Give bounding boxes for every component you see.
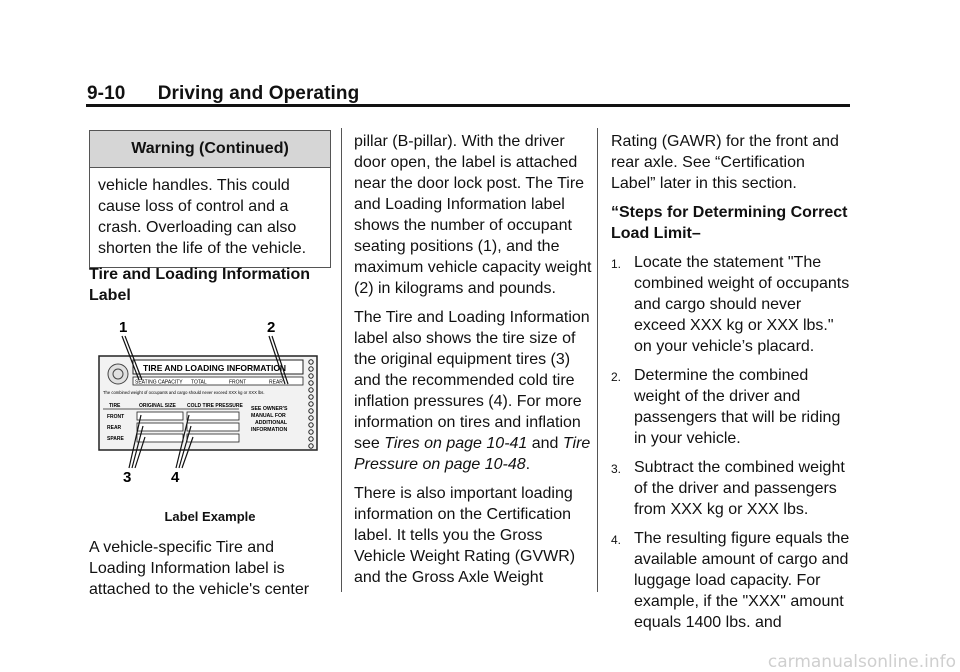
label-information: INFORMATION: [251, 427, 288, 433]
step-text: Determine the combined weight of the driver and passengers that will be riding in your vehicle.: [634, 367, 841, 447]
callout-1: 1: [119, 319, 128, 336]
callout-4: 4: [171, 469, 180, 486]
label-total: TOTAL: [191, 379, 207, 386]
column-3: [611, 131, 853, 641]
watermark: carmanualsonline.info: [767, 652, 956, 672]
col2-paragraph-2: The Tire and Loading Information label also shows the tire size of the original equipment tires (3) and the recommended cold tire inflation pressures (4). For more information on tires and inflation see Tires on page 10-41 and Tire Pressure on page 10-48.: [354, 309, 591, 473]
label-manual-for: MANUAL FOR: [251, 413, 286, 419]
warning-title: Warning (Continued): [90, 131, 330, 168]
label-row-front: FRONT: [107, 414, 125, 420]
label-col-original-size: ORIGINAL SIZE: [139, 403, 176, 409]
label-combined-text: The combined weight of occupants and cargo should never exceed XXX kg or XXX lbs.: [103, 390, 265, 395]
label-seating-capacity: SEATING CAPACITY: [135, 379, 183, 386]
list-item: [611, 252, 853, 357]
column-divider-2: [597, 128, 598, 592]
steps-list: [611, 252, 853, 633]
col2-paragraph-3: There is also important loading information on the Certification label. It tells you the Gross Vehicle Weight Rating (GVWR) and the Gross Axle Weight: [354, 485, 576, 586]
label-rear: REAR: [269, 379, 283, 386]
column-2: [354, 131, 594, 596]
column-1: [89, 264, 331, 314]
label-emblem: [108, 364, 128, 384]
label-col-cold-pressure: COLD TIRE PRESSURE: [187, 403, 243, 409]
column-divider-1: [341, 128, 342, 592]
callout-3: 3: [123, 469, 132, 486]
xref-tire-pressure[interactable]: Tire Pressure on page 10-48: [354, 435, 591, 473]
step-text: Locate the statement "The combined weight of occupants and cargo should never exceed XXX kg or XXX lbs." on your vehicle’s placard.: [634, 254, 850, 355]
page-header: 9-10 Driving and Operating: [87, 83, 360, 104]
step-number: 2.: [611, 370, 622, 384]
header-rule: [86, 104, 850, 107]
column-1-lower: [89, 502, 331, 608]
figure-caption: Label Example: [164, 509, 256, 524]
step-number: 3.: [611, 462, 622, 476]
list-item: [611, 457, 853, 520]
steps-heading: “Steps for Determining Correct Load Limit–: [611, 204, 848, 242]
label-see-owners: SEE OWNER'S: [251, 406, 288, 412]
list-item: [611, 365, 853, 449]
label-row-spare: SPARE: [107, 436, 124, 442]
step-number: 4.: [611, 533, 622, 547]
tire-label-figure: [89, 318, 329, 490]
col2-paragraph-1: pillar (B-pillar). With the driver door open, the label is attached near the door lock post. The Tire and Loading Information label shows the number of occupant seating positions (1), and the maximum vehicle capacity weight (2) in kilograms and pounds.: [354, 133, 592, 297]
warning-box: [89, 130, 331, 268]
warning-body: vehicle handles. This could cause loss of control and a crash. Overloading can also shorten the life of the vehicle.: [98, 177, 307, 257]
section-heading: Tire and Loading Information Label: [89, 266, 311, 304]
label-col-tire: TIRE: [109, 403, 121, 409]
label-additional: ADDITIONAL: [255, 420, 287, 426]
label-title: TIRE AND LOADING INFORMATION: [143, 363, 287, 373]
list-item: [611, 528, 853, 633]
step-text: The resulting figure equals the available amount of cargo and luggage load capacity. For example, if the "XXX" amount equals 1400 lbs. and: [634, 530, 850, 631]
step-text: Subtract the combined weight of the driver and passengers from XXX kg or XXX lbs.: [634, 459, 845, 518]
section-intro: A vehicle-specific Tire and Loading Information label is attached to the vehicle's center: [89, 539, 310, 598]
xref-tires[interactable]: Tires on page 10-41: [384, 435, 528, 452]
label-row-rear: REAR: [107, 425, 122, 431]
callout-2: 2: [267, 319, 276, 336]
label-front: FRONT: [229, 379, 247, 386]
step-number: 1.: [611, 257, 622, 271]
col3-paragraph-1: Rating (GAWR) for the front and rear axle. See “Certification Label” later in this section.: [611, 133, 839, 192]
